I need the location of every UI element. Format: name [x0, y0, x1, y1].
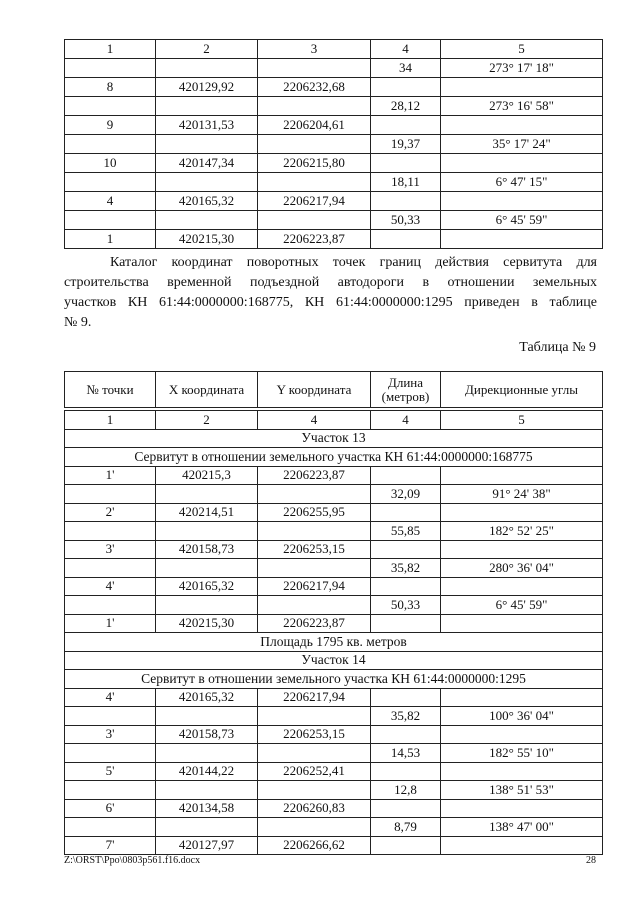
table-cell — [371, 540, 441, 559]
table-cell — [65, 59, 156, 78]
section-title: Участок 14 — [65, 651, 603, 670]
table-cell: 2206266,62 — [258, 836, 371, 855]
table-cell — [156, 596, 258, 615]
table-cell — [65, 818, 156, 837]
header-row — [65, 40, 603, 59]
table-cell — [65, 522, 156, 541]
table-row — [65, 781, 603, 800]
table-cell — [371, 762, 441, 781]
table-cell — [258, 559, 371, 578]
table-cell — [371, 466, 441, 485]
table-cell — [371, 799, 441, 818]
section-area: Площадь 1795 кв. метров — [65, 633, 603, 652]
table-cell — [156, 485, 258, 504]
table-cell: 2206255,95 — [258, 503, 371, 522]
table-cell — [441, 614, 603, 633]
table-cell: 14,53 — [371, 744, 441, 763]
table-cell: 28,12 — [371, 97, 441, 116]
table-cell — [156, 818, 258, 837]
table-cell — [441, 799, 603, 818]
table-cell: 5 — [441, 40, 603, 59]
table-caption: Таблица № 9 — [519, 340, 596, 355]
table-cell — [156, 781, 258, 800]
table-cell: 10 — [65, 154, 156, 173]
table-cell — [65, 211, 156, 230]
table-cell — [258, 97, 371, 116]
paragraph-line: участков КН 61:44:0000000:168775, КН 61:44:0000000:1295 приведен в таблице — [64, 295, 597, 310]
footer-file-path: Z:\ORST\Ppo\0803p561.f16.docx — [64, 855, 201, 866]
table-cell — [441, 78, 603, 97]
table-cell — [156, 707, 258, 726]
table-cell: 100° 36' 04" — [441, 707, 603, 726]
table-cell: 6' — [65, 799, 156, 818]
table-cell — [371, 154, 441, 173]
table-cell: 4 — [371, 411, 441, 430]
table-cell — [65, 596, 156, 615]
section-area-row — [65, 633, 603, 652]
table-cell — [371, 577, 441, 596]
table-cell: 273° 16' 58" — [441, 97, 603, 116]
table-cell — [441, 230, 603, 249]
table-row — [65, 522, 603, 541]
table-cell: 138° 47' 00" — [441, 818, 603, 837]
table-cell: 50,33 — [371, 596, 441, 615]
table-cell: 182° 55' 10" — [441, 744, 603, 763]
table-cell: 35° 17' 24" — [441, 135, 603, 154]
table-cell: 91° 24' 38" — [441, 485, 603, 504]
table-cell: 420144,22 — [156, 762, 258, 781]
paragraph-line: Каталог координат поворотных точек границ действия сервитута для — [110, 255, 597, 270]
table-cell — [65, 744, 156, 763]
table-cell: 420215,30 — [156, 614, 258, 633]
table-cell: 420165,32 — [156, 192, 258, 211]
table-cell — [65, 485, 156, 504]
table-cell — [371, 78, 441, 97]
table-cell — [441, 577, 603, 596]
section-subtitle-row — [65, 448, 603, 467]
table-row — [65, 192, 603, 211]
table-cell: 280° 36' 04" — [441, 559, 603, 578]
table-row — [65, 485, 603, 504]
table-cell: 420131,53 — [156, 116, 258, 135]
table-row — [65, 540, 603, 559]
table-cell: 5 — [441, 411, 603, 430]
table-cell: 1 — [65, 411, 156, 430]
table-row — [65, 59, 603, 78]
table-cell — [441, 540, 603, 559]
table-cell: 2 — [156, 411, 258, 430]
table-cell: 1' — [65, 614, 156, 633]
table-cell: 2206223,87 — [258, 466, 371, 485]
table-cell: 2206204,61 — [258, 116, 371, 135]
table-cell: 9 — [65, 116, 156, 135]
table-cell: 19,37 — [371, 135, 441, 154]
table-row — [65, 135, 603, 154]
table-cell: 2 — [156, 40, 258, 59]
table-cell — [371, 688, 441, 707]
section-title-row — [65, 429, 603, 448]
table-cell: 4 — [258, 411, 371, 430]
table-row — [65, 173, 603, 192]
table-cell: 4 — [371, 40, 441, 59]
table-cell — [156, 522, 258, 541]
table-cell: 3 — [258, 40, 371, 59]
table-cell: 35,82 — [371, 707, 441, 726]
table-cell: 32,09 — [371, 485, 441, 504]
table-cell — [371, 614, 441, 633]
table-row — [65, 97, 603, 116]
table-row — [65, 503, 603, 522]
table-cell: 6° 45' 59" — [441, 596, 603, 615]
table-cell — [258, 818, 371, 837]
table-cell: 2206223,87 — [258, 614, 371, 633]
table-cell: 182° 52' 25" — [441, 522, 603, 541]
table-cell — [441, 762, 603, 781]
table-cell: 420165,32 — [156, 688, 258, 707]
table-cell: 2206223,87 — [258, 230, 371, 249]
column-numbers-row — [65, 411, 603, 430]
section-title: Участок 13 — [65, 429, 603, 448]
table-cell — [258, 744, 371, 763]
table-cell: 34 — [371, 59, 441, 78]
table-cell — [258, 522, 371, 541]
table-row — [65, 818, 603, 837]
table-cell — [441, 836, 603, 855]
table-cell — [65, 781, 156, 800]
table-cell — [156, 173, 258, 192]
table9-header — [64, 371, 603, 408]
table-cell — [258, 211, 371, 230]
table-cell: 6° 47' 15" — [441, 173, 603, 192]
table-row — [65, 799, 603, 818]
table-cell: 420134,58 — [156, 799, 258, 818]
column-header-y: Y координата — [258, 372, 371, 408]
table-cell: 8 — [65, 78, 156, 97]
table-cell — [371, 192, 441, 211]
table-cell — [156, 97, 258, 116]
section-subtitle-row — [65, 670, 603, 689]
table-cell — [65, 173, 156, 192]
table-cell: 273° 17' 18" — [441, 59, 603, 78]
table-cell: 2206217,94 — [258, 192, 371, 211]
table-row — [65, 577, 603, 596]
table-cell — [65, 707, 156, 726]
table-cell: 8,79 — [371, 818, 441, 837]
table-cell: 420215,3 — [156, 466, 258, 485]
table-cell: 4' — [65, 688, 156, 707]
table-cell: 420158,73 — [156, 725, 258, 744]
table-cell — [65, 559, 156, 578]
column-header-length — [371, 372, 441, 408]
table-cell: 5' — [65, 762, 156, 781]
table-row — [65, 744, 603, 763]
table-cell: 4' — [65, 577, 156, 596]
section-subtitle: Сервитут в отношении земельного участка КН 61:44:0000000:1295 — [65, 670, 603, 689]
table-row — [65, 596, 603, 615]
table-cell: 2206253,15 — [258, 725, 371, 744]
table-cell: 2206215,80 — [258, 154, 371, 173]
table-cell — [371, 725, 441, 744]
table-cell — [156, 211, 258, 230]
table-cell — [258, 135, 371, 154]
column-header-x: X координата — [156, 372, 258, 408]
column-header-point: № точки — [65, 372, 156, 408]
table-cell — [258, 173, 371, 192]
length-header-text: Длина (метров) — [381, 374, 430, 404]
table-cell: 138° 51' 53" — [441, 781, 603, 800]
table-cell: 420214,51 — [156, 503, 258, 522]
table-cell: 420215,30 — [156, 230, 258, 249]
table-cell: 12,8 — [371, 781, 441, 800]
table-cell — [156, 59, 258, 78]
section-title-row — [65, 651, 603, 670]
table-cell — [371, 116, 441, 135]
table-cell — [371, 503, 441, 522]
table-row — [65, 614, 603, 633]
catalog-paragraph — [64, 253, 597, 333]
table-cell: 2206252,41 — [258, 762, 371, 781]
table-cell — [156, 559, 258, 578]
table-cell — [441, 688, 603, 707]
table-cell: 6° 45' 59" — [441, 211, 603, 230]
table-row — [65, 466, 603, 485]
table-cell: 1 — [65, 230, 156, 249]
table-cell — [441, 116, 603, 135]
table-cell — [258, 485, 371, 504]
table-cell — [258, 707, 371, 726]
table-cell: 420129,92 — [156, 78, 258, 97]
table-cell — [441, 503, 603, 522]
table-cell — [156, 744, 258, 763]
table-cell: 1 — [65, 40, 156, 59]
table-cell: 420147,34 — [156, 154, 258, 173]
table-cell: 2' — [65, 503, 156, 522]
table-cell: 420158,73 — [156, 540, 258, 559]
table-cell — [65, 135, 156, 154]
table-cell — [441, 192, 603, 211]
table-cell: 35,82 — [371, 559, 441, 578]
table-cell: 2206232,68 — [258, 78, 371, 97]
table-cell: 2206260,83 — [258, 799, 371, 818]
table-row — [65, 836, 603, 855]
table-cell: 2206253,15 — [258, 540, 371, 559]
table-row — [65, 762, 603, 781]
table-cell — [258, 59, 371, 78]
table-row — [65, 116, 603, 135]
table-cell — [258, 781, 371, 800]
table-cell — [441, 154, 603, 173]
table-row — [65, 78, 603, 97]
table-cell — [65, 97, 156, 116]
table-cell: 3' — [65, 540, 156, 559]
table-row — [65, 230, 603, 249]
paragraph-line: строительства временной подъездной автодороги в отношении земельных — [64, 275, 597, 290]
table-cell: 55,85 — [371, 522, 441, 541]
table-cell: 3' — [65, 725, 156, 744]
coordinates-table-continued — [64, 39, 603, 249]
table-cell: 420165,32 — [156, 577, 258, 596]
table-row — [65, 559, 603, 578]
table-cell: 2206217,94 — [258, 688, 371, 707]
table-cell — [441, 725, 603, 744]
table-cell: 2206217,94 — [258, 577, 371, 596]
table-row — [65, 154, 603, 173]
table-cell: 18,11 — [371, 173, 441, 192]
column-header-angles: Дирекционные углы — [441, 372, 603, 408]
table-cell: 4 — [65, 192, 156, 211]
table-cell — [441, 466, 603, 485]
table-row — [65, 688, 603, 707]
paragraph-line: № 9. — [64, 315, 92, 330]
table-cell — [258, 596, 371, 615]
table-cell — [156, 135, 258, 154]
table-cell: 420127,97 — [156, 836, 258, 855]
table-cell: 1' — [65, 466, 156, 485]
footer-page-number: 28 — [586, 855, 596, 866]
table9 — [64, 410, 603, 855]
table-cell: 7' — [65, 836, 156, 855]
table-row — [65, 211, 603, 230]
section-subtitle: Сервитут в отношении земельного участка КН 61:44:0000000:168775 — [65, 448, 603, 467]
table-cell: 50,33 — [371, 211, 441, 230]
table-cell — [371, 230, 441, 249]
table-row — [65, 725, 603, 744]
table-cell — [371, 836, 441, 855]
table-row — [65, 707, 603, 726]
